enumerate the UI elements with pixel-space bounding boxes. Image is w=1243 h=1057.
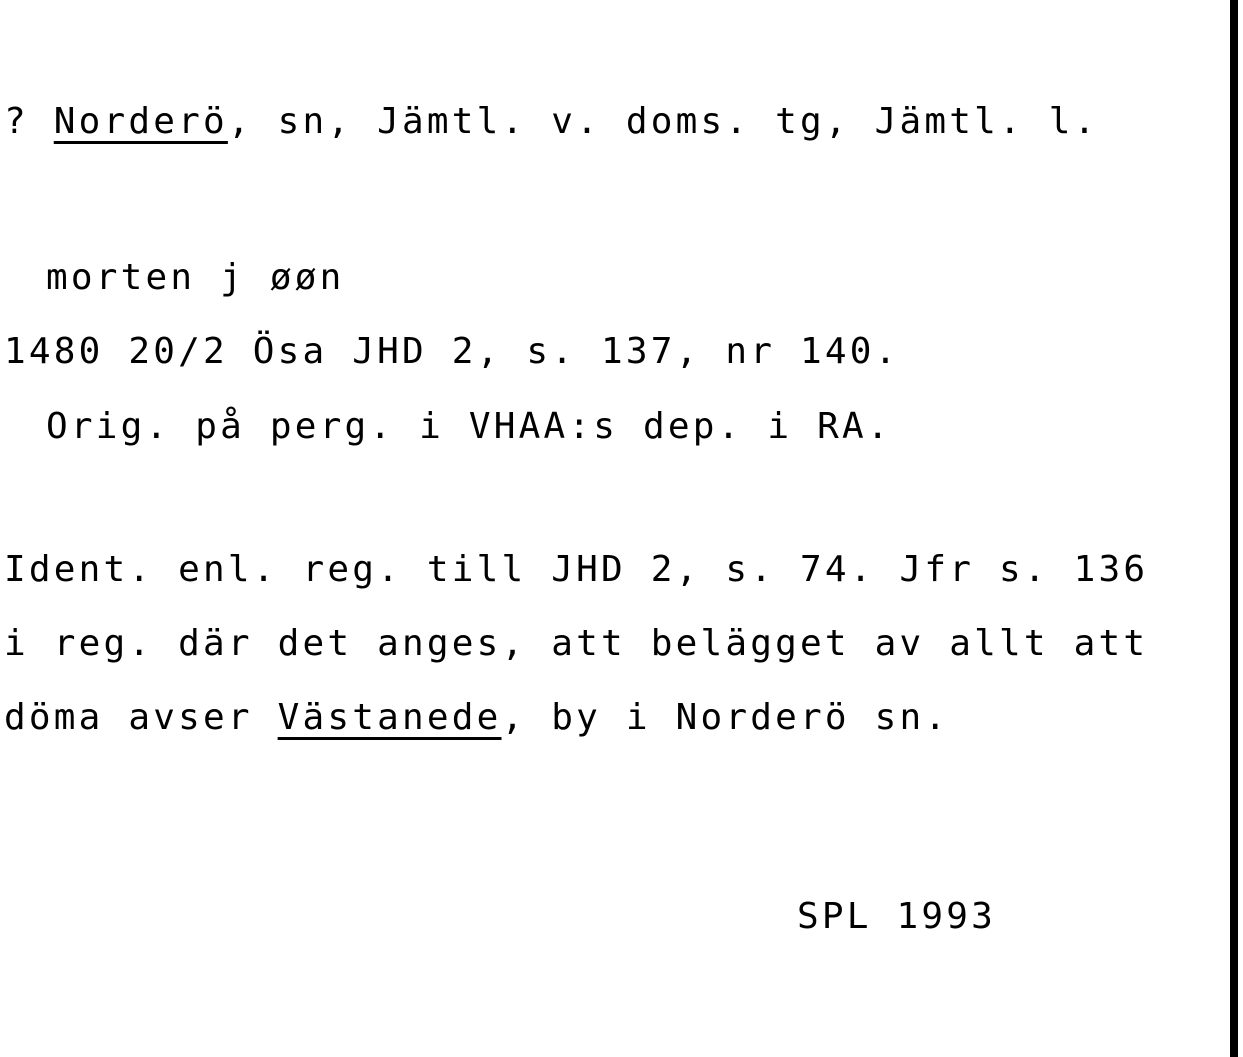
header-rest: , sn, Jämtl. v. doms. tg, Jämtl. l. <box>227 101 1099 142</box>
place-name-västanede: Västanede <box>277 697 502 738</box>
source-line: 1480 20/2 Ösa JHD 2, s. 137, nr 140. <box>4 331 900 372</box>
note-line-1: Ident. enl. reg. till JHD 2, s. 74. Jfr s. 136 <box>4 549 1149 590</box>
card-edge <box>1230 0 1238 1057</box>
name-form: morten j øøn <box>46 257 345 298</box>
note-line-3-after: , by i Norderö sn. <box>501 697 950 738</box>
place-name-norderö: Norderö <box>53 101 228 142</box>
uncertainty-mark: ? <box>4 101 54 142</box>
note-line-2: i reg. där det anges, att belägget av allt att <box>4 623 1149 664</box>
origin-line: Orig. på perg. i VHAA:s dep. i RA. <box>46 406 892 447</box>
signature: SPL 1993 <box>797 896 996 937</box>
note-line-3 <box>4 696 949 740</box>
header-line <box>4 100 1098 144</box>
note-line-3-before: döma avser <box>4 697 278 738</box>
